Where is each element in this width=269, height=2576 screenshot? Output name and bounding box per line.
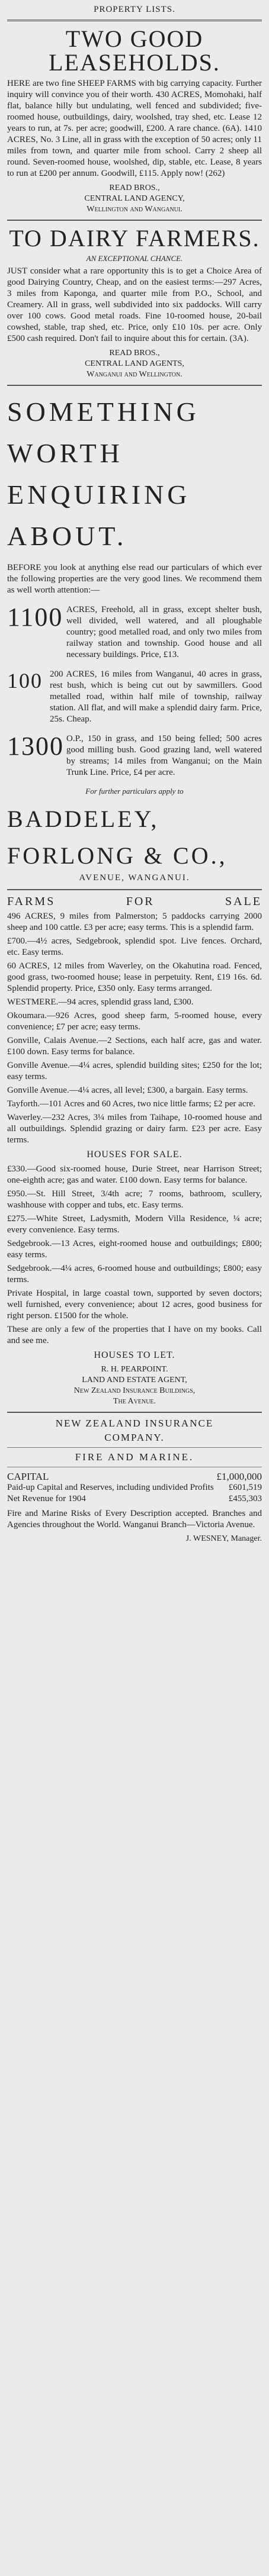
divider <box>7 385 262 386</box>
agent-name: FORLONG & CO., <box>7 842 228 869</box>
headline-word: WORTH <box>7 438 123 468</box>
signature-line: New Zealand Insurance Buildings, <box>73 1386 196 1395</box>
sale-item: Okoumara.—926 Acres, good sheep farm, 5-roomed house, every convenience; £7 per acre; easy terms. <box>7 1011 262 1032</box>
figure-value: £601,519 <box>228 1483 262 1492</box>
ad-headline <box>7 397 262 552</box>
ad-title: TO DAIRY FARMERS. <box>9 225 260 252</box>
ad-signature <box>7 183 262 215</box>
figure-row <box>7 1471 262 1482</box>
section-heading: HOUSES TO LET. <box>94 1350 175 1360</box>
property-listing <box>7 669 262 725</box>
sale-item: Sedgebrook.—4¼ acres, 6-roomed house and outbuildings; £800; easy terms. <box>7 1264 262 1284</box>
ad-signature: J. WESNEY, Manager. <box>185 1534 262 1543</box>
listing-number: 100 <box>7 669 43 693</box>
sale-item: £700.—4½ acres, Sedgebrook, splendid spot. Live fences. Orchard, etc. Easy terms. <box>7 936 262 957</box>
listing-number: 1100 <box>7 603 63 632</box>
divider <box>7 1447 262 1448</box>
ad-signature <box>7 348 262 380</box>
further-particulars: For further particulars apply to <box>85 787 184 796</box>
ad-body: JUST consider what a rare opportunity this is to get a Choice Area of good Dairying Country, Cheap, and on the easiest terms:—297 Acres, 3 miles from Kaponga, and quarter mile from P.O., School, and Creamery. All in grass, well subdivided into six paddocks. Will carry over 100 cows. Good metal roads. Fine 10-roomed house, 20-bail cowshed, stable, trap shed, etc. Price, only £10 10s. per acre. Only £500 cash required. Don't fail to inquire about this for certain. (3A). <box>7 266 262 343</box>
ad-subhead: FIRE AND MARINE. <box>75 1451 194 1463</box>
figure-label: Net Revenue for 1904 <box>7 1494 86 1503</box>
ad-to-dairy-farmers <box>7 227 262 380</box>
ad-title: TWO GOOD LEASEHOLDS. <box>49 25 220 76</box>
divider <box>7 1412 262 1413</box>
ad-signature <box>7 1364 262 1407</box>
section-heading: HOUSES FOR SALE. <box>87 1149 182 1160</box>
signature-line: Wanganui and Wellington. <box>87 370 182 379</box>
ad-farms-for-sale <box>7 895 262 1407</box>
ad-title: NEW ZEALAND INSURANCE <box>55 1418 214 1429</box>
headline-word: ENQUIRING <box>7 479 191 510</box>
listing-text: ACRES, Freehold, all in grass, except shelter bush, well divided, well watered, and all ploughable country; good metalled road, and only two miles from railway station and township. Good house and all necessary buildings. Price, £13. <box>66 605 262 659</box>
agent-name: BADDELEY, <box>7 806 159 832</box>
sale-item: These are only a few of the properties that I have on my books. Call and see me. <box>7 1325 262 1345</box>
signature-line: R. H. PEARPOINT. <box>101 1365 168 1374</box>
ad-subhead: AN EXCEPTIONAL CHANCE. <box>86 254 183 263</box>
figure-value: £455,303 <box>228 1494 262 1503</box>
property-listing <box>7 733 262 778</box>
listing-number: 1300 <box>7 732 64 761</box>
sale-item: 60 ACRES, 12 miles from Waverley, on the Okahutina road. Fenced, good grass, two-roomed house; lease in perpetuity. Rent, £19 16s. 6d. Splendid property. Price, £350 only. Easy terms arranged. <box>7 961 262 993</box>
figure-label: CAPITAL <box>7 1471 49 1482</box>
headline-word: SOMETHING <box>7 397 200 427</box>
listing-text: O.P., 150 in grass, and 150 being felled; 500 acres good milling bush. Good grazing land, well watered by streams; 14 miles from Wanganui; on the Main Trunk Line. Price, £4 per acre. <box>66 734 262 777</box>
agent-address: AVENUE, WANGANUI. <box>79 873 190 883</box>
signature-line: READ BROS., <box>109 183 160 192</box>
signature-line: LAND AND ESTATE AGENT, <box>82 1376 187 1384</box>
masthead: PROPERTY LISTS. <box>7 4 262 21</box>
signature-line: Wellington and Wanganui. <box>87 205 182 214</box>
sale-item: Private Hospital, in large coastal town, supported by seven doctors; well furnished, every convenience; about 12 acres, good business for right person. £1500 for the whole. <box>7 1289 262 1321</box>
property-listing <box>7 604 262 661</box>
signature-line: CENTRAL LAND AGENCY, <box>84 194 185 203</box>
figure-row <box>7 1493 262 1505</box>
sale-item: Sedgebrook.—13 Acres, eight-roomed house and outbuildings; £800; easy terms. <box>7 1239 262 1260</box>
figure-value: £1,000,000 <box>216 1471 262 1482</box>
signature-line: CENTRAL LAND AGENTS, <box>85 359 184 368</box>
ad-title <box>7 895 262 909</box>
listing-text: 200 ACRES, 16 miles from Wanganui, 40 acres in grass, rest bush, which is being cut out by sawmillers. Good metalled road, within half mile of township, railway station. All flat, and will make a splendid dairy farm. Price, 25s. Cheap. <box>50 669 262 724</box>
figure-row <box>7 1482 262 1493</box>
sale-item: Gonville, Calais Avenue.—2 Sections, each half acre, gas and water. £100 down. Easy terms for balance. <box>7 1036 262 1057</box>
divider <box>7 889 262 890</box>
sale-item: WESTMERE.—94 acres, splendid grass land, £300. <box>7 997 194 1007</box>
sale-item: £275.—White Street, Ladysmith, Modern Villa Residence, ¼ acre; every convenience. Easy terms. <box>7 1214 262 1235</box>
headline-word: ABOUT. <box>7 521 127 551</box>
sale-item: £330.—Good six-roomed house, Durie Street, near Harrison Street; one-eighth acre; gas and water. £100 down. Easy terms for balance. <box>7 1164 262 1185</box>
ad-title: COMPANY. <box>104 1432 165 1443</box>
sale-item: 496 ACRES, 9 miles from Palmerston; 5 paddocks carrying 2000 sheep and 100 cattle. £3 per acre; easy terms. This is a splendid farm. <box>7 912 262 932</box>
signature-line: The Avenue. <box>113 1397 156 1406</box>
signature-line: READ BROS., <box>109 349 160 358</box>
divider <box>7 220 262 221</box>
title-word: FARMS <box>7 895 56 908</box>
sale-item: £950.—St. Hill Street, 3/4th acre; 7 rooms, bathroom, scullery, washhouse with copper and tubs, etc. Easy terms. <box>7 1189 262 1210</box>
ad-two-good-leaseholds <box>7 27 262 215</box>
title-word: FOR <box>126 895 155 908</box>
ad-intro: BEFORE you look at anything else read our particulars of which ever the following properties are the very good lines. We recommend them as well worth attention:— <box>7 563 262 595</box>
sale-item: Gonville Avenue.—4¼ acres, splendid building sites; £250 for the lot; easy terms. <box>7 1061 262 1081</box>
sale-item: Tayforth.—101 Acres and 60 Acres, two nice little farms; £2 per acre. <box>7 1099 255 1109</box>
sale-item: Waverley.—232 Acres, 3¼ miles from Taihape, 10-roomed house and all outbuildings. Splendid grazing or dairy farm. £23 per acre. Easy terms. <box>7 1113 262 1145</box>
ad-body: HERE are two fine SHEEP FARMS with big carrying capacity. Further inquiry will convince you of their worth. 430 ACRES, Momohaki, half flat, balance hilly but undulating, well fenced and subdivided; five-roomed house, outbuildings, dairy, woolshed, tray shed, etc. Lease 12 years to run, at 7s. per acre; goodwill, £200. A rare chance. (6A). 1410 ACRES, No. 3 Line, all in grass with the exception of 50 acres; only 11 miles from town, and quarter mile from school. Carry 2 sheep all round. Seven-roomed house, woolshed, dip, stable, etc. Lease, 8 years to run at £200 per annum. Goodwill, £115. Apply now! (262) <box>7 79 262 178</box>
figure-label: Paid-up Capital and Reserves, including undivided Profits <box>7 1483 214 1492</box>
ad-something-worth-enquiring <box>7 397 262 883</box>
ad-nz-insurance <box>7 1418 262 1544</box>
sale-item: Gonville Avenue.—4¼ acres, all level; £300, a bargain. Easy terms. <box>7 1086 248 1095</box>
ad-body: Fire and Marine Risks of Every Description accepted. Branches and Agencies throughout the World. Wanganui Branch—Victoria Avenue. <box>7 1509 262 1530</box>
title-word: SALE <box>225 895 262 908</box>
